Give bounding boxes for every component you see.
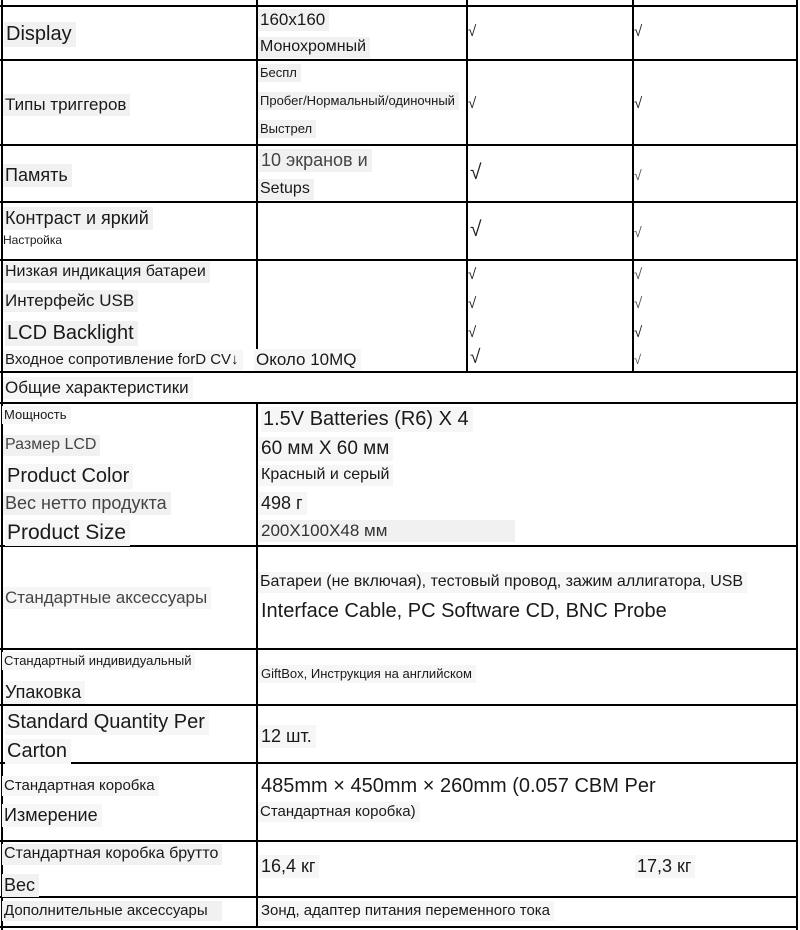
row-divider [0,59,798,61]
row-value: Красный и серый [259,465,393,486]
row-value: 200X100X48 мм [259,520,515,542]
row-value: Setups [258,179,314,200]
check-mark: √ [634,295,643,312]
row-divider [0,648,798,650]
row-value: Батареи (не включая), тестовый провод, зажим аллигатора, USB [258,572,747,593]
row-value: Interface Cable, PC Software CD, BNC Probe [261,600,667,622]
check-mark: √ [468,23,477,40]
row-value: 1.5V Batteries (R6) X 4 [261,407,473,432]
row-label: Carton [5,739,71,764]
row-label: Вес [2,874,39,897]
check-mark: √ [468,295,477,312]
row-label: LCD Backlight [5,321,138,346]
check-mark: √ [470,161,482,184]
row-label: Стандартные аксессуары [3,587,211,609]
section-heading: Общие характеристики [3,377,193,399]
row-divider [0,201,798,203]
row-value: 17,3 кг [635,855,695,878]
row-value: GiftBox, Инструкция на английском [259,665,476,683]
check-mark: √ [470,218,482,241]
row-value: Выстрел [258,120,316,138]
check-mark: √ [634,167,642,183]
check-mark: √ [468,266,477,283]
check-mark: √ [470,347,481,368]
check-mark: √ [634,23,643,40]
row-label: Product Color [5,464,133,489]
row-value: 16,4 кг [259,855,319,878]
check-mark: √ [634,95,643,112]
row-divider [0,371,798,373]
check-mark: √ [468,95,477,112]
check-mark: √ [634,224,642,240]
row-label: Дополнительные аксессуары [2,901,222,921]
row-divider [0,896,798,898]
row-divider [0,5,798,7]
row-label: Низкая индикация батареи [3,262,210,283]
row-divider [0,926,798,928]
row-value: 12 шт. [259,725,316,748]
row-label: Product Size [5,520,130,546]
row-divider [0,144,798,146]
row-label: Display [4,22,76,47]
check-mark: √ [634,266,643,283]
column-divider [256,402,258,927]
row-label: Типы триггеров [3,94,130,116]
row-value: 485mm × 450mm × 260mm (0.057 CBM Per [261,775,656,797]
row-value: Зонд, адаптер питания переменного тока [259,901,554,921]
column-divider [796,0,798,930]
row-label: Размер LCD [3,435,100,456]
row-value: Беспл [258,64,301,82]
row-value: 160x160 [258,9,329,31]
row-label: Вес нетто продукта [3,492,171,515]
row-label: Интерфейс USB [3,290,138,312]
column-divider [632,0,634,372]
row-label: Стандартная коробка брутто [2,844,222,865]
row-divider [0,704,798,706]
row-label: Измерение [2,804,102,827]
row-divider [0,840,798,842]
row-label: Упаковка [3,681,85,704]
row-label: Стандартная коробка [2,776,159,796]
check-mark: √ [634,324,643,341]
row-label: Контраст и яркий [3,207,153,230]
check-mark: √ [634,352,642,367]
row-divider [0,259,798,261]
row-label: Standard Quantity Per [5,710,209,735]
check-mark: √ [468,324,477,341]
row-label: Настройка [3,233,63,247]
row-divider [0,762,798,764]
row-divider [0,402,798,404]
row-value: Монохромный [258,37,370,58]
column-divider [466,0,468,372]
row-label: Входное сопротивление forD CV↓ [3,350,243,370]
row-label: Мощность [2,406,71,424]
row-value: Около 10MQ [254,349,361,371]
row-value: Стандартная коробка) [258,802,420,822]
row-label: Стандартный индивидуальный [2,652,195,670]
row-value: 498 г [259,492,307,515]
row-label: Память [3,164,72,187]
row-value: 60 мм X 60 мм [259,437,393,461]
row-value: 10 экранов и [259,149,372,172]
row-value: Пробег/Нормальный/одиночный [258,92,459,110]
